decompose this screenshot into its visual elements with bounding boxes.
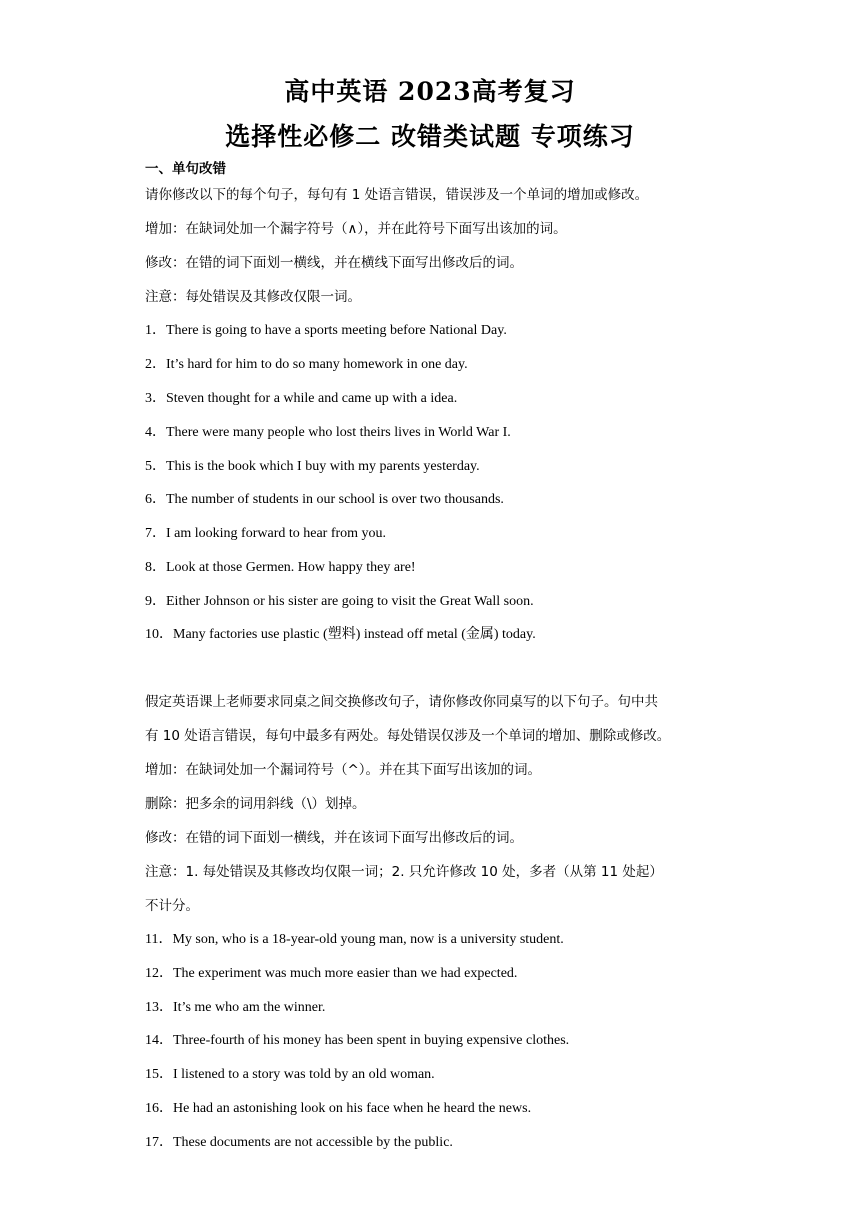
exercise-item: 16．He had an astonishing look on his face when he heard the news.	[145, 1101, 532, 1116]
exercise-item: 4．There were many people who lost theirs lives in World War I.	[145, 425, 511, 440]
instruction-line: 有 10 处语言错误，每句中最多有两处。每处错误仅涉及一个单词的增加、删除或修改。	[145, 728, 671, 744]
instruction-line: 注意：1. 每处错误及其修改均仅限一词；2. 只允许修改 10 处，多者（从第 11 处起）	[145, 864, 663, 880]
exercise-item: 5．This is the book which I buy with my parents yesterday.	[145, 459, 480, 474]
exercise-item: 9．Either Johnson or his sister are going to visit the Great Wall soon.	[145, 594, 534, 609]
document-title-line-1: 高中英语 2023高考复习	[284, 77, 576, 106]
instruction-line: 修改：在错的词下面划一横线，并在该词下面写出修改后的词。	[145, 830, 523, 846]
exercise-item: 6．The number of students in our school is over two thousands.	[145, 492, 504, 507]
instruction-line: 请你修改以下的每个句子，每句有 1 处语言错误，错误涉及一个单词的增加或修改。	[145, 187, 649, 203]
instruction-line: 修改：在错的词下面划一横线，并在横线下面写出修改后的词。	[145, 255, 523, 271]
instruction-line: 假定英语课上老师要求同桌之间交换修改句子，请你修改你同桌写的以下句子。句中共	[145, 694, 658, 710]
instruction-line: 增加：在缺词处加一个漏字符号（∧），并在此符号下面写出该加的词。	[145, 221, 567, 237]
exercise-item: 17．These documents are not accessible by the public.	[145, 1135, 453, 1150]
exercise-item: 1．There is going to have a sports meeting before National Day.	[145, 323, 507, 338]
exercise-item: 10．Many factories use plastic (塑料) instead off metal (金属) today.	[145, 627, 536, 642]
instruction-line: 不计分。	[145, 898, 199, 914]
exercise-item: 12．The experiment was much more easier than we had expected.	[145, 966, 518, 981]
exercise-item: 11．My son, who is a 18-year-old young man, now is a university student.	[145, 932, 564, 947]
instruction-line: 删除：把多余的词用斜线（\）划掉。	[145, 796, 366, 812]
exercise-item: 2．It’s hard for him to do so many homework in one day.	[145, 357, 468, 372]
exercise-item: 14．Three-fourth of his money has been spent in buying expensive clothes.	[145, 1033, 570, 1048]
exercise-item: 15．I listened to a story was told by an old woman.	[145, 1067, 435, 1082]
exercise-item: 8．Look at those Germen. How happy they are!	[145, 560, 416, 575]
exercise-item: 7．I am looking forward to hear from you.	[145, 526, 387, 541]
section-heading: 一、单句改错	[145, 161, 226, 177]
instruction-line: 增加：在缺词处加一个漏词符号（^）。并在其下面写出该加的词。	[145, 762, 542, 778]
document-title-line-2: 选择性必修二 改错类试题 专项练习	[225, 122, 635, 151]
exercise-item: 3．Steven thought for a while and came up with a idea.	[145, 391, 458, 406]
instruction-line: 注意：每处错误及其修改仅限一词。	[145, 289, 361, 305]
exercise-item: 13．It’s me who am the winner.	[145, 1000, 326, 1015]
